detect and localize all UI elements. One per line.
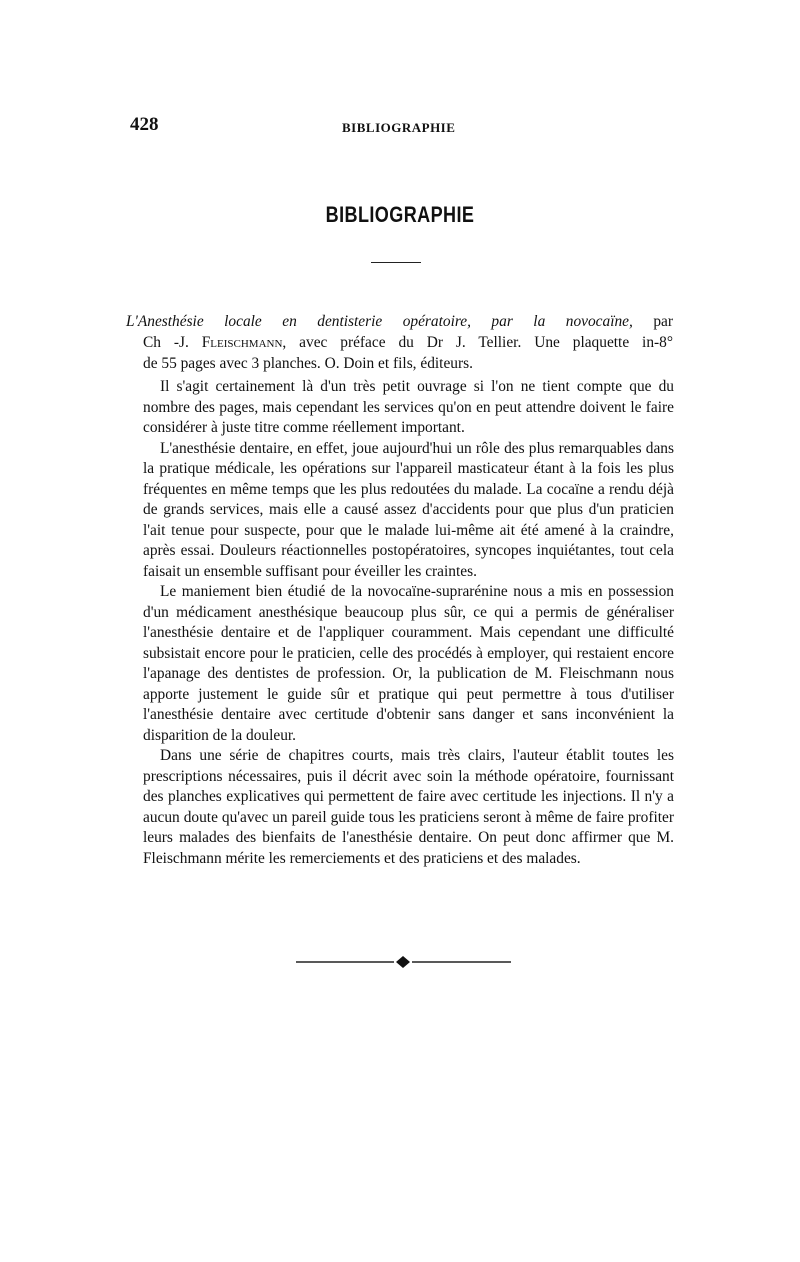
- citation-line-3: de 55 pages avec 3 planches. O. Doin et fils, éditeurs.: [143, 355, 473, 372]
- book-citation: [126, 311, 674, 374]
- paragraph-1: Il s'agit certainement là d'un très petit ouvrage si l'on ne tient compte que du nombre des pages, mais cependant les services qu'on en peut attendre doivent le faire considérer à juste titre comme réellement important.: [143, 378, 674, 436]
- running-head: BIBLIOGRAPHIE: [342, 120, 456, 135]
- section-title: BIBLIOGRAPHIE: [325, 202, 475, 227]
- citation-details: , avec préface du Dr J. Tellier. Une plaquette in-8°: [282, 334, 674, 351]
- citation-line-1: [126, 311, 673, 332]
- paragraph-4: Dans une série de chapitres courts, mais très clairs, l'auteur établit toutes les prescriptions nécessaires, puis il décrit avec soin la méthode opératoire, fournissant des planches explicatives qui permettent de faire avec certitude les injections. Il n'y a aucun doute qu'avec un pareil guide tous les praticiens seront à même de faire profiter leurs malades des bienfaits de l'anesthésie dentaire. On peut donc affirmer que M. Fleischmann mérite les remerciements et des praticiens et des malades.: [143, 747, 674, 867]
- review-body: [143, 377, 674, 869]
- page-number: 428: [130, 114, 159, 135]
- author-prefix: Ch -J.: [143, 334, 202, 351]
- ornament-diamond: [396, 956, 410, 968]
- citation-line-2: [143, 332, 673, 353]
- title-rule: [371, 262, 421, 263]
- citation-by: par: [653, 313, 673, 330]
- ornament-rule: [296, 955, 511, 969]
- book-title: L'Anesthésie locale en dentisterie opératoire, par la novocaïne,: [126, 313, 633, 330]
- paragraph-2: L'anesthésie dentaire, en effet, joue aujourd'hui un rôle des plus remarquables dans la pratique médicale, les opérations sur l'appareil masticateur étant à la fois les plus fréquentes en même temps que les plus redoutées du malade. La cocaïne a rendu déjà de grands services, mais elle a causé assez d'accidents pour que plus d'un praticien l'ait tenue pour suspecte, pour que le malade lui-même ait été amené à la craindre, après essai. Douleurs réactionnelles postopératoires, syncopes inquiétantes, tout cela faisait un ensemble suffisant pour éveiller les craintes.: [143, 439, 674, 580]
- paragraph-3: Le maniement bien étudié de la novocaïne-suprarénine nous a mis en possession d'un médicament anesthésique beaucoup plus sûr, ce qui a permis de généraliser l'anesthésie dentaire et de l'appliquer couramment. Mais cependant une difficulté subsistait encore pour le praticien, celle des procédés à employer, qui restaient encore l'apanage des dentistes de profession. Or, la publication de M. Fleischmann nous apporte justement le guide sûr et pratique qui peut permettre à tous d'utiliser l'anesthésie dentaire avec certitude d'obtenir sans danger et sans inconvénient la disparition de la douleur.: [143, 583, 674, 744]
- author-name: Fleischmann: [201, 334, 283, 351]
